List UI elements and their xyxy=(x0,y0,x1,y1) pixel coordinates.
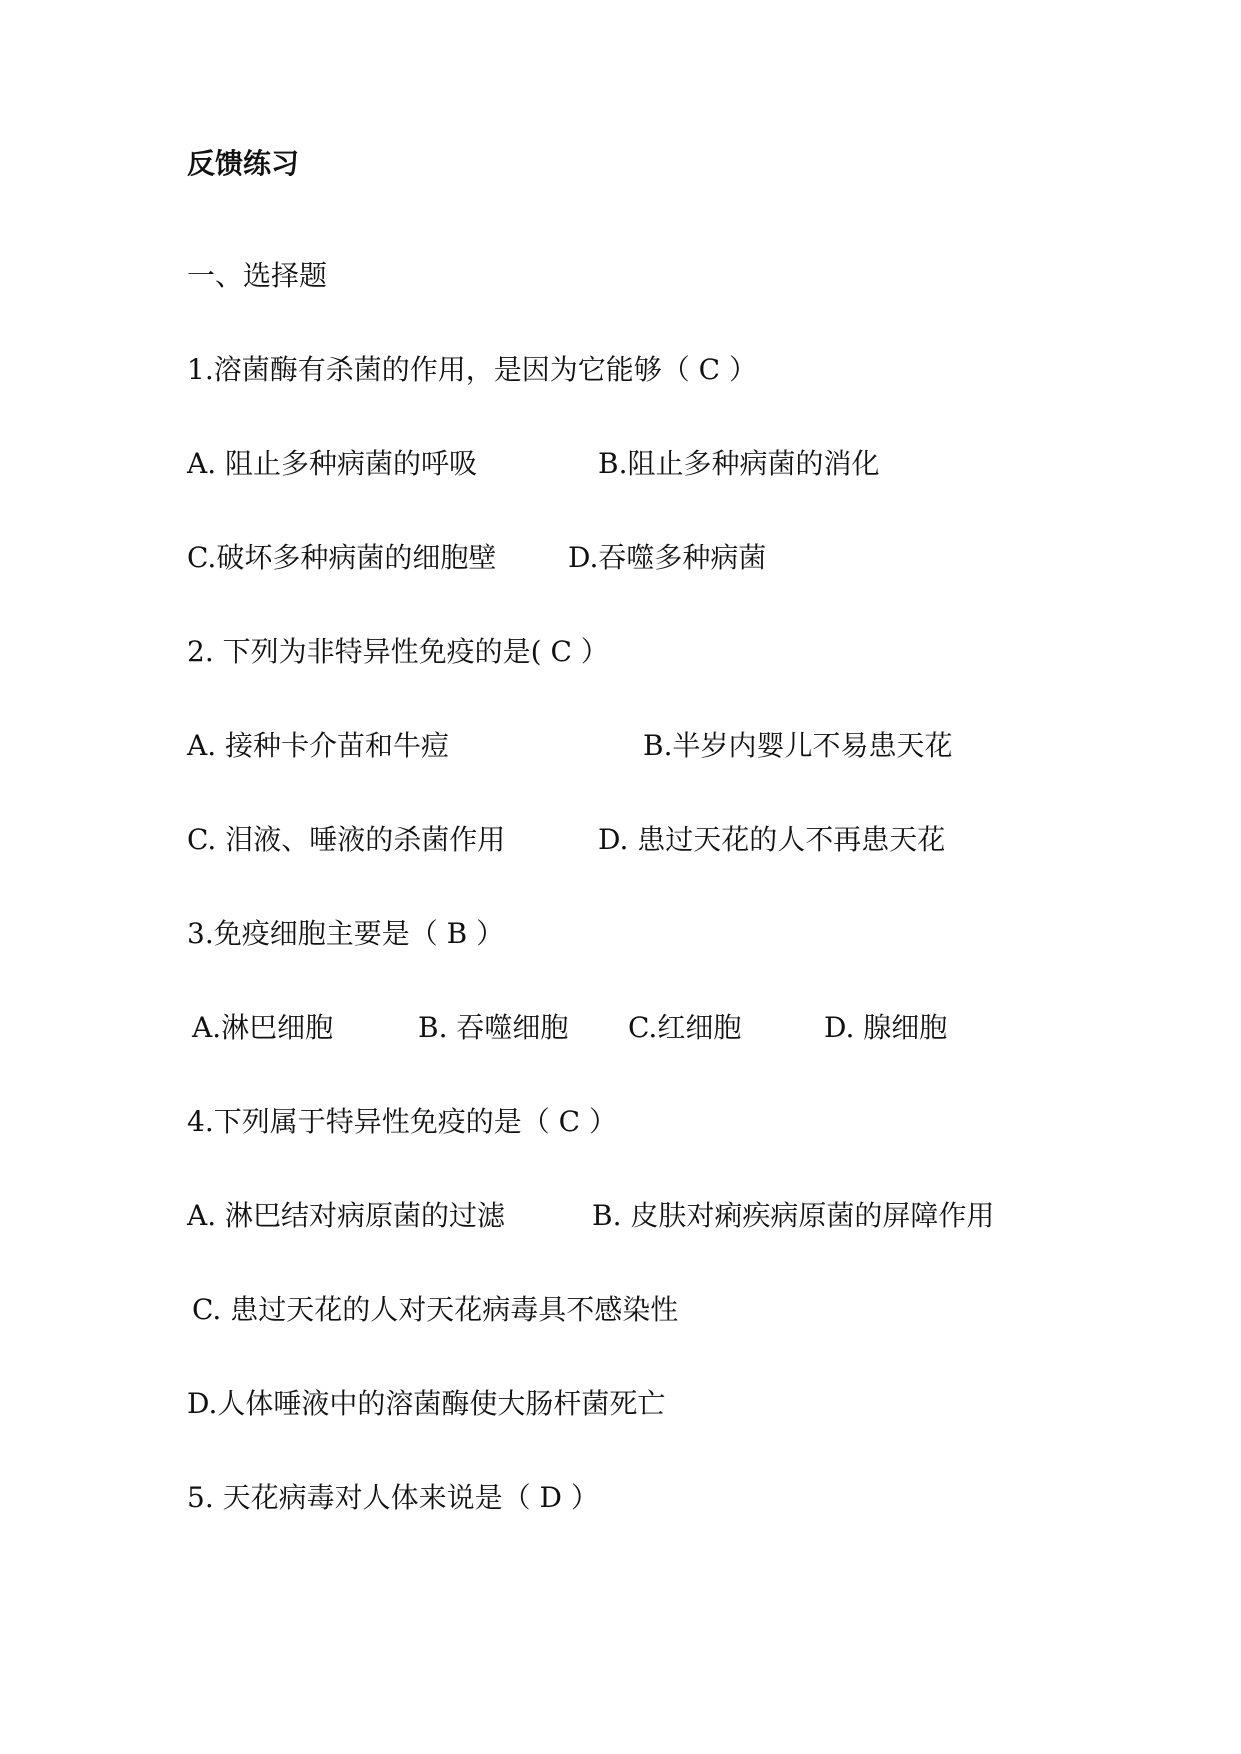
question-4-option-d: D.人体唾液中的溶菌酶使大肠杆菌死亡 xyxy=(187,1387,666,1420)
question-1-option-c: C.破坏多种病菌的细胞壁 xyxy=(187,541,497,574)
question-2-option-b: B.半岁内婴儿不易患天花 xyxy=(643,729,953,762)
question-5-stem: 5. 天花病毒对人体来说是（ D ） xyxy=(187,1481,599,1514)
question-3-option-c: C.红细胞 xyxy=(628,1011,742,1044)
question-2-option-c: C. 泪液、唾液的杀菌作用 xyxy=(187,823,506,856)
page-title: 反馈练习 xyxy=(187,147,300,180)
question-1-option-a: A. 阻止多种病菌的呼吸 xyxy=(187,447,478,480)
question-4-option-c: C. 患过天花的人对天花病毒具不感染性 xyxy=(192,1293,679,1326)
question-2-option-d: D. 患过天花的人不再患天花 xyxy=(598,823,946,856)
question-4-option-a: A. 淋巴结对病原菌的过滤 xyxy=(187,1199,506,1232)
question-1-stem: 1.溶菌酶有杀菌的作用，是因为它能够（ C ） xyxy=(187,353,757,386)
question-3-option-b: B. 吞噬细胞 xyxy=(418,1011,569,1044)
question-3-stem: 3.免疫细胞主要是（ B ） xyxy=(187,917,505,950)
question-2-stem: 2. 下列为非特异性免疫的是( C ） xyxy=(187,635,609,668)
question-1-option-b: B.阻止多种病菌的消化 xyxy=(598,447,880,480)
question-1-option-d: D.吞噬多种病菌 xyxy=(568,541,767,574)
question-4-option-b: B. 皮肤对痢疾病原菌的屏障作用 xyxy=(592,1199,995,1232)
section-heading: 一、选择题 xyxy=(187,259,328,292)
question-2-option-a: A. 接种卡介苗和牛痘 xyxy=(187,729,450,762)
question-3-option-d: D. 腺细胞 xyxy=(824,1011,948,1044)
question-3-option-a: A.淋巴细胞 xyxy=(192,1011,334,1044)
question-4-stem: 4.下列属于特异性免疫的是（ C ） xyxy=(187,1105,617,1138)
